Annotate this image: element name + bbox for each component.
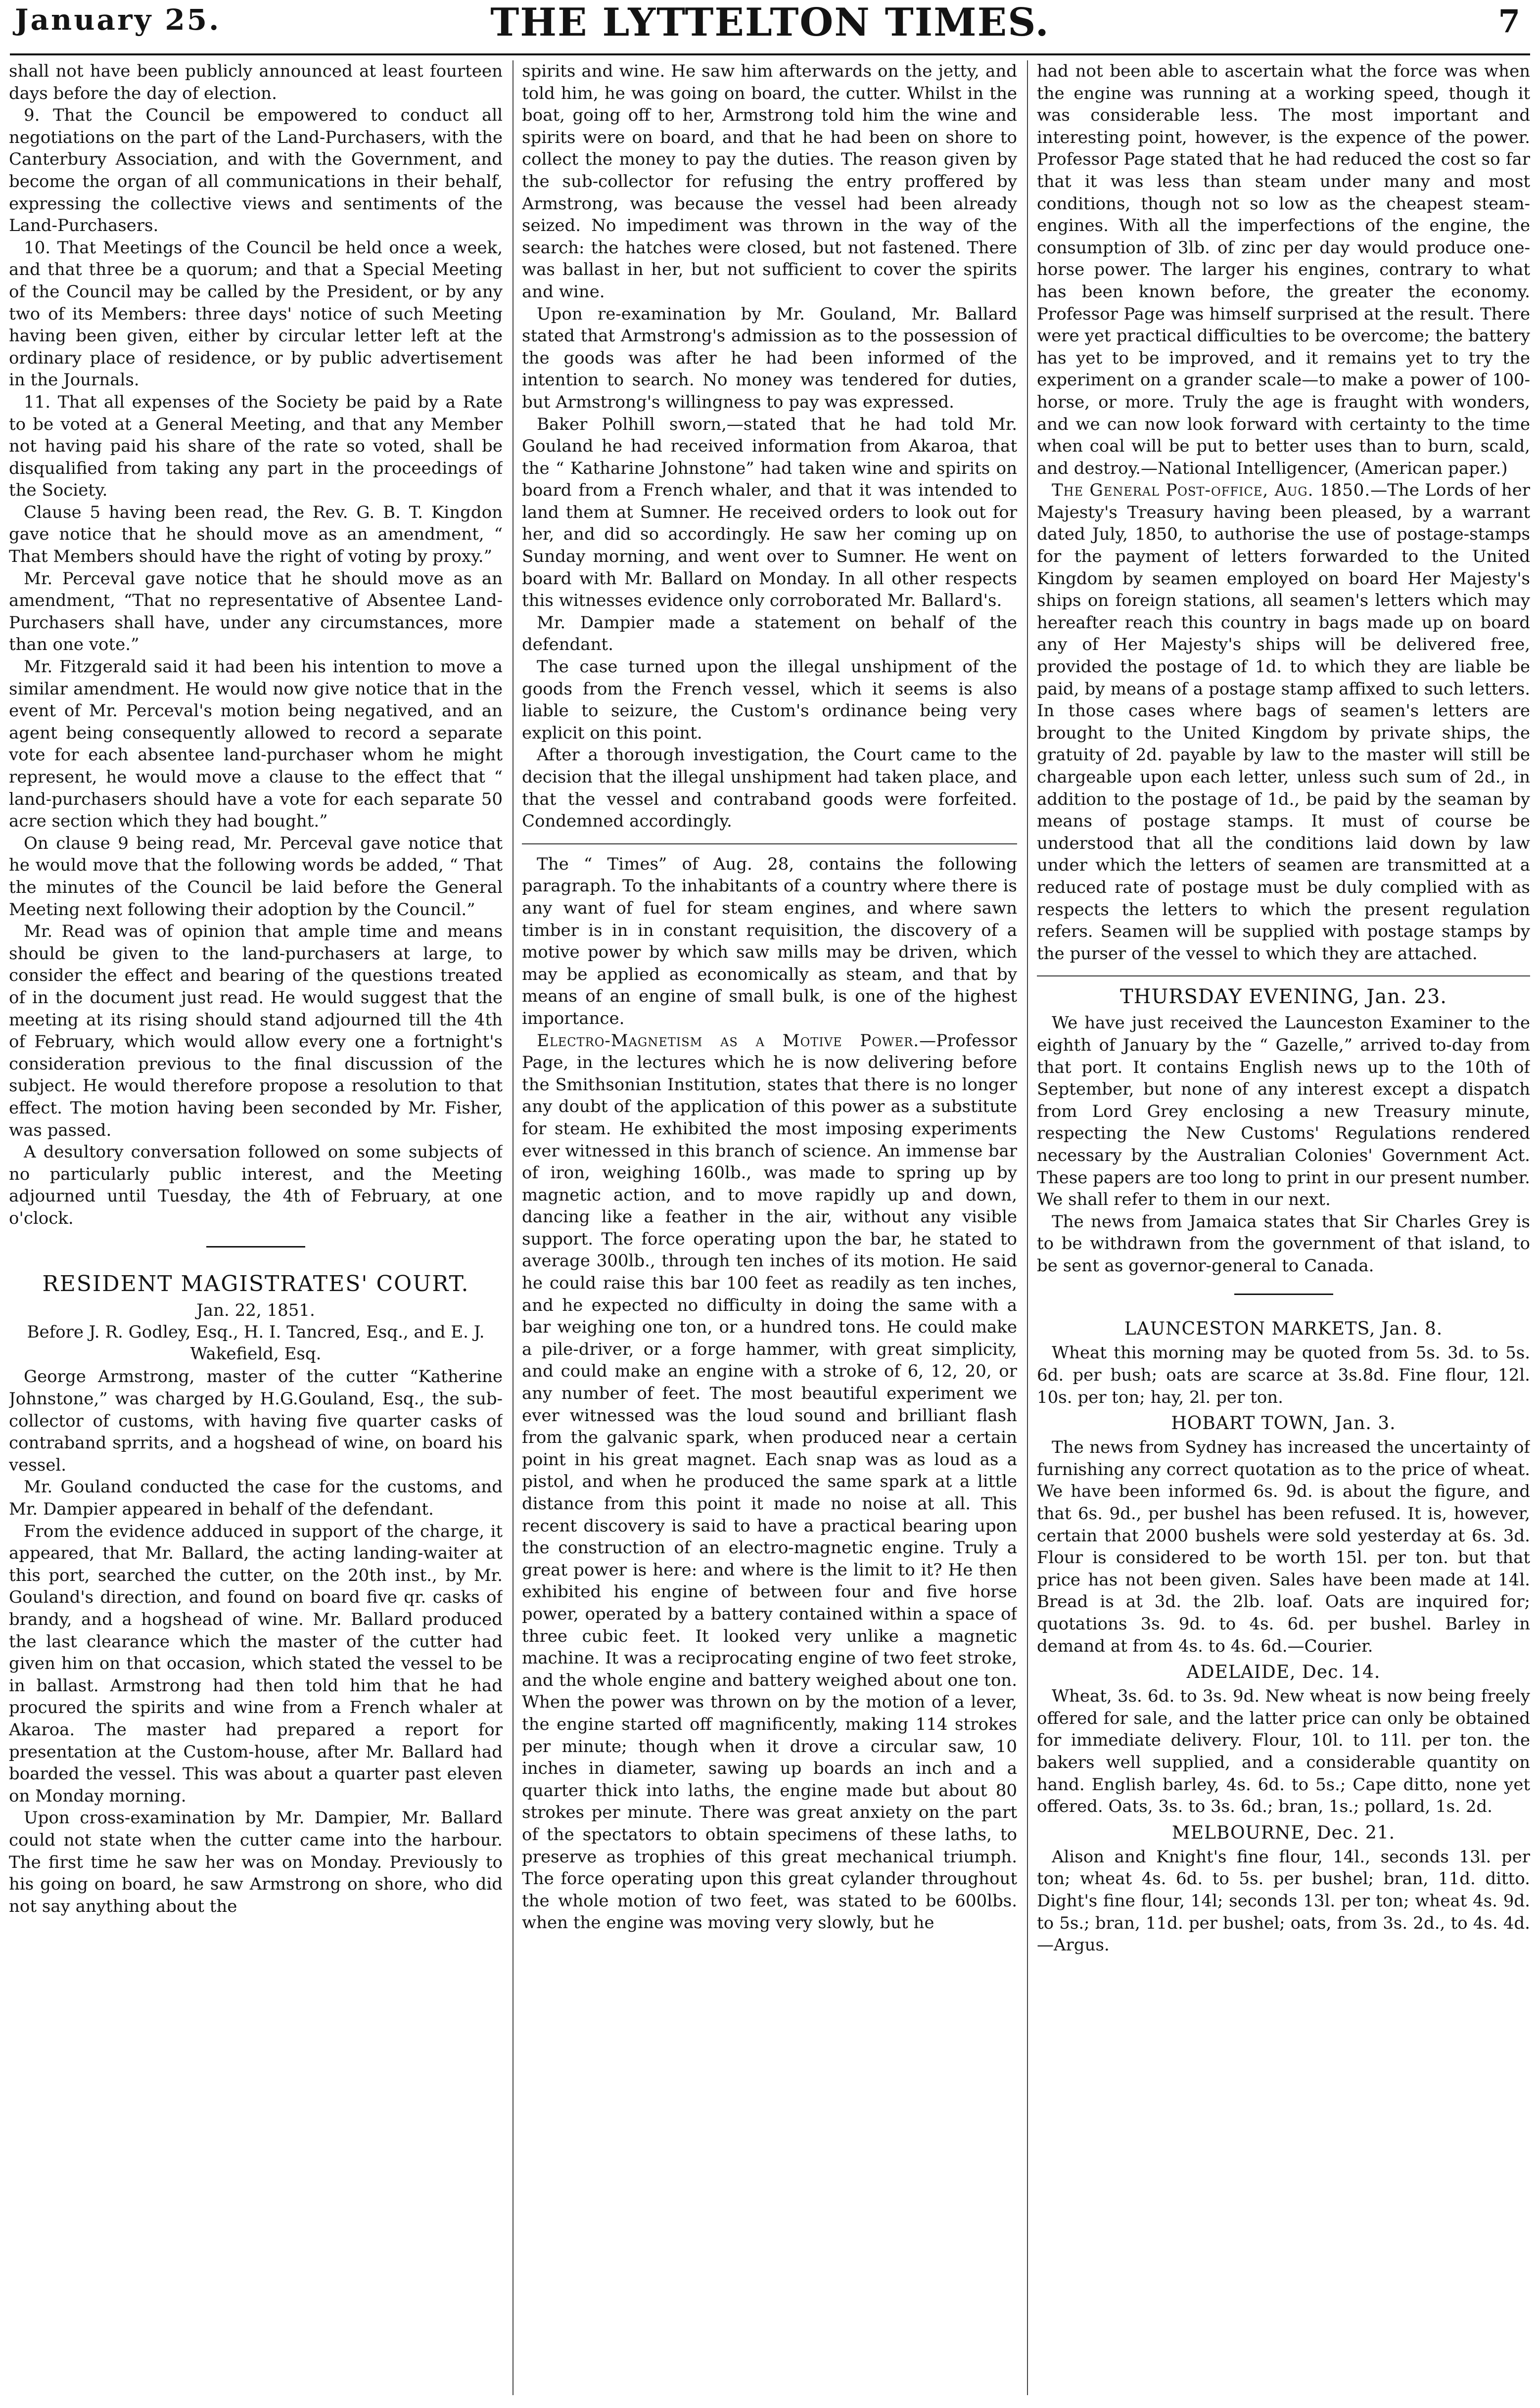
paragraph: Mr. Perceval gave notice that he should move as an amendment, “That no representative of Absentee Land-Purchasers shall have, under any circumstances, more than one vote.” bbox=[9, 568, 503, 655]
paragraph: Mr. Fitzgerald said it had been his intention to move a similar amendment. He would now give notice that in the event of Mr. Perceval's motion being negatived, and an agent being consequently allowed to record a separate vote for each absentee land-purchaser whom he might represent, he would move a clause to the effect that “ land-purchasers should have a vote for each separate 50 acre section which they had bought.” bbox=[9, 657, 503, 832]
issue-date: January 25. bbox=[15, 3, 221, 37]
paragraph: Upon re-examination by Mr. Gouland, Mr. Ballard stated that Armstrong's admission as to the possession of the goods was after he had been informed of the intention to search. No money was tendered for duties, but Armstrong's willingness to pay was expressed. bbox=[522, 304, 1017, 412]
section-separator bbox=[206, 1246, 305, 1248]
court-heading: RESIDENT MAGISTRATES' COURT. bbox=[42, 1271, 469, 1297]
paragraph: From the evidence adduced in support of the charge, it appeared, that Mr. Ballard, the acting landing-waiter at this port, searched the cutter, on the 20th inst., by Mr. Gouland's direction, and found on board five qr. casks of brandy, and a hogshead of wine. Mr. Ballard produced the last clearance which the master of the cutter had given him on that occasion, which stated the vessel to be in ballast. Armstrong had then told him that he had procured the spirits and wine from a French whaler at Akaroa. The master had prepared a report for presentation at the Custom-house, after Mr. Ballard had boarded the vessel. This was about a quarter past eleven on Monday morning. bbox=[9, 1521, 503, 1806]
paragraph: Mr. Read was of opinion that ample time and means should be given to the land-purchasers at large, to consider the effect and bearing of the questions treated of in the document just read. He would suggest that the meeting at its rising should stand adjourned till the 4th of February, which would allow every one a fortnight's consideration previous to the final discussion of the subject. He would therefore propose a resolution to that effect. The motion having been seconded by Mr. Fisher, was passed. bbox=[9, 922, 503, 1140]
paragraph: The news from Sydney has increased the uncertainty of furnishing any correct quotation as to the price of wheat. We have been informed 6s. 9d. is about the figure, and that 6s. 9d., per bushel has been refused. It is, however, certain that 2000 bushels were sold yesterday at 6s. 3d. Flour is considered to be worth 15l. per ton. but that price has not been given. Sales have been made at 14l. Bread is at 3d. the 2lb. loaf. Oats are inquired for; quotations 3s. 9d. to 4s. 6d. per bushel. Barley in demand at from 4s. to 4s. 6d.—Courier. bbox=[1037, 1437, 1530, 1656]
article-body: —The Lords of her Majesty's Treasury having been pleased, by a warrant dated July, 1850, to authorise the use of postage-stamps for the payment of letters forwarded to the United Kingdom by seamen employed on board Her Majesty's ships on foreign stations, all seamen's letters which may hereafter reach this country in bags made up on board any of Her Majesty's ships will be delivered free, provided the postage of 1d. to which they are liable be paid, by means of a postage stamp affixed to such letters. In those cases where bags of seamen's letters are brought to the United Kingdom by private ships, the gratuity of 2d. payable by law to the master will still be chargeable upon each letter, unless such sum of 2d., in addition to the postage of 1d., be paid by the seaman by means of postage stamps. It must of course be understood that all the conditions laid down by law under which the letters of seamen are transmitted at a reduced rate of postage must be duly complied with as respects the letters to which the present regulation refers. Seamen will be supplied with postage stamps by the purser of the vessel to which they are attached. bbox=[1037, 480, 1530, 964]
section-separator bbox=[1037, 975, 1530, 976]
page-number: 7 bbox=[1498, 3, 1520, 40]
paragraph: After a thorough investigation, the Court came to the decision that the illegal unshipment had taken place, and that the vessel and contraband goods were forfeited. Condemned accordingly. bbox=[522, 745, 1017, 832]
paragraph: spirits and wine. He saw him afterwards on the jetty, and told him, he was going on board, the cutter. Whilst in the boat, going off to her, Armstrong told him the wine and spirits were on board, and that he had been on shore to collect the money to pay the duties. The reason given by the sub-collector for refusing the entry proffered by Armstrong, was because the vessel had been already seized. No impediment was thrown in the way of the search: the hatches were closed, but not fastened. There was ballast in her, but not sufficient to cover the spirits and wine. bbox=[522, 61, 1017, 302]
markets-heading: LAUNCESTON MARKETS, Jan. 8. bbox=[1124, 1319, 1443, 1340]
paragraph: We have just received the Launceston Examiner to the eighth of January by the “ Gazelle,” arrived to-day from that port. It contains English news up to the 10th of September, but none of any interest except a dispatch from Lord Grey enclosing a new Treasury minute, respecting the New Customs' Regulations rendered necessary by the Australian Colonies' Government Act. These papers are too long to print in our present number. We shall refer to them in our next. bbox=[1037, 1013, 1530, 1210]
court-date: Jan. 22, 1851. bbox=[196, 1300, 315, 1321]
court-bench: Before J. R. Godley, Esq., H. I. Tancred, Esq., and E. J. Wakefield, Esq. bbox=[27, 1322, 485, 1364]
paragraph: Clause 5 having been read, the Rev. G. B. T. Kingdon gave notice that he should move as an amendment, “ That Members should have the right of voting by proxy.” bbox=[9, 502, 503, 567]
masthead-rule bbox=[10, 53, 1530, 55]
markets-heading: ADELAIDE, Dec. 14. bbox=[1186, 1662, 1381, 1683]
paragraph bbox=[522, 1030, 1017, 1934]
column-1 bbox=[9, 60, 503, 2408]
paragraph: The case turned upon the illegal unshipment of the goods from the French vessel, which it seems is also liable to seizure, the Custom's ordinance being very explicit on this point. bbox=[522, 657, 1017, 743]
paragraph: On clause 9 being read, Mr. Perceval gave notice that he would move that the following words be added, “ That the minutes of the Council be laid before the General Meeting next following their adoption by the Council.” bbox=[9, 833, 503, 920]
markets-heading: MELBOURNE, Dec. 21. bbox=[1171, 1822, 1396, 1843]
paragraph bbox=[1037, 479, 1530, 965]
article-body: —Professor Page, in the lectures which he is now delivering before the Smithsonian Institution, states that there is no longer any doubt of the application of this power as a substitute for steam. He exhibited the most imposing experiments ever witnessed in this branch of science. An immense bar of iron, weighing 160lb., was made to spring up by magnetic action, and to move rapidly up and down, dancing like a feather in the air, without any visible support. The force operating upon the bar, he stated to average 300lb., through ten inches of its motion. He said he could raise this bar 100 feet as readily as ten inches, and he expected no difficulty in doing the same with a bar weighing one ton, or a hundred tons. He could make a pile-driver, or a forge hammer, with great simplicity, and could make an engine with a stroke of 6, 12, 20, or any number of feet. The most beautiful experiment we ever witnessed was the loud sound and brilliant flash from the galvanic spark, when produced near a certain point in his great magnet. Each snap was as loud as a pistol, and when he produced the same spark at a little distance from this point it made no noise at all. This recent discovery is said to have a practical bearing upon the construction of an electro-magnetic engine. Truly a great power is here: and where is the limit to it? He then exhibited his engine of between four and five horse power, operated by a battery contained within a space of three cubic feet. It looked very unlike a magnetic machine. It was a reciprocating engine of two feet stroke, and the whole engine and battery weighed about one ton. When the power was thrown on by the motion of a lever, the engine started off magnificently, making 114 strokes per minute; though when it drove a circular saw, 10 inches in diameter, sawing up boards an inch and a quarter thick into laths, the engine made but about 80 strokes per minute. There was great anxiety on the part of the spectators to obtain specimens of these laths, to preserve as trophies of this great mechanical triumph. The force operating upon this great cylander throughout the whole motion of two feet, was stated to be 600lbs. when the engine was moving very slowly, but he bbox=[522, 1030, 1017, 1933]
paragraph: shall not have been publicly announced at least fourteen days before the day of election. bbox=[9, 61, 503, 103]
paragraph: Mr. Gouland conducted the case for the customs, and Mr. Dampier appeared in behalf of the defendant. bbox=[9, 1477, 503, 1520]
paragraph: The news from Jamaica states that Sir Charles Grey is to be withdrawn from the government of that island, to be sent as governor-general to Canada. bbox=[1037, 1211, 1530, 1276]
paragraph: Alison and Knight's fine flour, 14l., seconds 13l. per ton; wheat 4s. 6d. to 5s. per bushel; bran, 11d. ditto. Dight's fine flour, 14l; seconds 13l. per ton; wheat 4s. 9d. to 5s.; bran, 11d. per bushel; oats, from 3s. 2d., to 4s. 4d.—Argus. bbox=[1037, 1847, 1530, 1955]
newspaper-title: THE LYTTELTON TIMES. bbox=[490, 0, 1050, 45]
column-divider bbox=[1027, 60, 1028, 2395]
paragraph: Wheat, 3s. 6d. to 3s. 9d. New wheat is now being freely offered for sale, and the latter price can only be obtained for immediate delivery. Flour, 10l. to 11l. per ton. the bakers well supplied, and a considerable quantity on hand. English barley, 4s. 6d. to 5s.; Cape ditto, none yet offered. Oats, 3s. to 3s. 6d.; bran, 1s.; pollard, 1s. 2d. bbox=[1037, 1686, 1530, 1817]
section-separator bbox=[1234, 1294, 1333, 1295]
paragraph: Upon cross-examination by Mr. Dampier, Mr. Ballard could not state when the cutter came into the harbour. The first time he saw her was on Monday. Previously to his going on board, he saw Armstrong on shore, who did not say anything about the bbox=[9, 1808, 503, 1916]
paragraph: A desultory conversation followed on some subjects of no particularly public interest, and the Meeting adjourned until Tuesday, the 4th of February, at one o'clock. bbox=[9, 1142, 503, 1228]
paragraph: 10. That Meetings of the Council be held once a week, and that three be a quorum; and that a Special Meeting of the Council may be called by the President, or by any two of its Members: three days' notice of such Meeting having been given, either by circular letter left at the ordinary place of residence, or by public advertisement in the Journals. bbox=[9, 237, 503, 390]
column-3 bbox=[1037, 60, 1530, 2408]
paragraph: 9. That the Council be empowered to conduct all negotiations on the part of the Land-Purchasers, with the Canterbury Association, and with the Government, and become the organ of all communications in their behalf, expressing the collective views and sentiments of the Land-Purchasers. bbox=[9, 105, 503, 236]
article-lead: Electro-Magnetism as a Motive Power. bbox=[537, 1030, 920, 1051]
paragraph: Baker Polhill sworn,—stated that he had told Mr. Gouland he had received information from Akaroa, that the “ Katharine Johnstone” had taken wine and spirits on board from a French whaler, and that it was intended to land them at Sumner. He received orders to look out for her, and did so accordingly. He saw her coming up on Sunday morning, and went over to Sumner. He went on board with Mr. Ballard on Monday. In all other respects this witnesses evidence only corroborated Mr. Ballard's. bbox=[522, 414, 1017, 611]
paragraph: Mr. Dampier made a statement on behalf of the defendant. bbox=[522, 612, 1017, 655]
masthead bbox=[0, 0, 1540, 58]
paragraph: Wheat this morning may be quoted from 5s. 3d. to 5s. 6d. per bush; oats are scarce at 3s.8d. Fine flour, 12l. 10s. per ton; hay, 2l. per ton. bbox=[1037, 1343, 1530, 1407]
paragraph: The “ Times” of Aug. 28, contains the following paragraph. To the inhabitants of a country where there is any want of fuel for steam engines, and where sawn timber is in in constant requisition, the discovery of a motive power by which saw mills may be driven, which may be applied as economically as steam, and that by means of an engine of small bulk, is one of the highest importance. bbox=[522, 854, 1017, 1028]
paragraph: had not been able to ascertain what the force was when the engine was running at a working speed, though it was considerable less. The most important and interesting point, however, is the expence of the power. Professor Page stated that he had reduced the cost so far that it was less than steam under many and most conditions, though not so low as the cheapest steam-engines. With all the imperfections of the engine, the consumption of 3lb. of zinc per day would produce one-horse power. The larger his engines, contrary to what has been known before, the greater the economy. Professor Page was himself surprised at the result. There were yet practical difficulties to be overcome; the battery has yet to be improved, and it remains yet to try the experiment on a grander scale—to make a power of 100-horse, or more. Truly the age is fraught with wonders, and we can now look forward with certainty to the time when coal will be put to better uses than to burn, scald, and destroy.—National Intelligencer, (American paper.) bbox=[1037, 61, 1530, 478]
section-separator bbox=[522, 843, 1017, 844]
paragraph: George Armstrong, master of the cutter “Katherine Johnstone,” was charged by H.G.Gouland, Esq., the sub-collector of customs, with having five quarter casks of contraband sprrits, and a hogshead of wine, on board his vessel. bbox=[9, 1367, 503, 1475]
paragraph: 11. That all expenses of the Society be paid by a Rate to be voted at a General Meeting, and that any Member not having paid his share of the rate so voted, shall be disqualified from taking any part in the proceedings of the Society. bbox=[9, 392, 503, 501]
article-lead: The General Post-office, Aug. 1850. bbox=[1052, 480, 1371, 501]
markets-heading: HOBART TOWN, Jan. 3. bbox=[1171, 1413, 1396, 1434]
column-2 bbox=[522, 60, 1017, 2408]
evening-heading: THURSDAY EVENING, Jan. 23. bbox=[1120, 985, 1447, 1009]
